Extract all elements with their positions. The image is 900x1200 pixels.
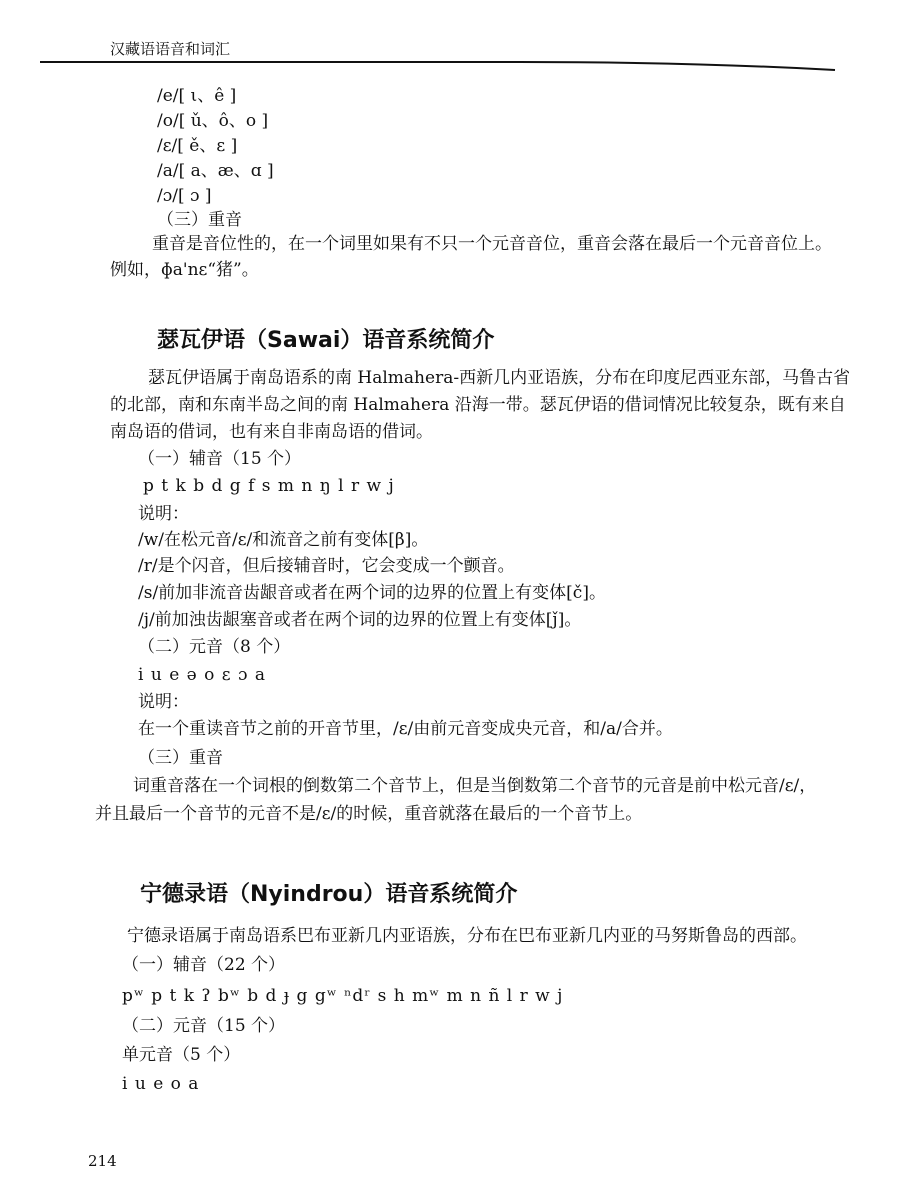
stress-example-line: 例如，ɸa'nε“猪”。 bbox=[110, 260, 259, 280]
paragraph-line: 瑟瓦伊语属于南岛语系的南 Halmahera-西新几内亚语族，分布在印度尼西亚东部，马鲁古省 bbox=[148, 368, 851, 388]
vowel-inventory: i u e o a bbox=[122, 1074, 200, 1094]
consonant-heading: （一）辅音（15 个） bbox=[138, 449, 302, 469]
note-line: /s/前加非流音齿龈音或者在两个词的边界的位置上有变体[č]。 bbox=[138, 583, 606, 603]
consonant-heading: （一）辅音（22 个） bbox=[122, 955, 286, 975]
section-title-nyindrou: 宁德录语（Nyindrou）语音系统简介 bbox=[140, 882, 518, 907]
note-line: /r/是个闪音，但后接辅音时，它会变成一个颤音。 bbox=[138, 556, 515, 576]
paragraph-line: 宁德录语属于南岛语系巴布亚新几内亚语族，分布在巴布亚新几内亚的马努斯鲁岛的西部。 bbox=[127, 926, 807, 946]
note-label: 说明： bbox=[138, 692, 189, 712]
stress-heading: （三）重音 bbox=[157, 210, 242, 230]
stress-paragraph-line: 词重音落在一个词根的倒数第二个音节上，但是当倒数第二个音节的元音是前中松元音/ε/， bbox=[133, 776, 817, 796]
vowel-heading: （二）元音（15 个） bbox=[122, 1016, 286, 1036]
note-line: /j/前加浊齿龈塞音或者在两个词的边界的位置上有变体[ǰ]。 bbox=[138, 610, 582, 630]
note-label: 说明： bbox=[138, 504, 189, 524]
vowel-line: /e/[ ι、ê ] bbox=[157, 86, 237, 106]
vowel-line: /a/[ a、æ、ɑ ] bbox=[157, 161, 274, 181]
page-number: 214 bbox=[88, 1152, 117, 1170]
paragraph-line: 南岛语的借词，也有来自非南岛语的借词。 bbox=[110, 422, 433, 442]
paragraph-line: 的北部，南和东南半岛之间的南 Halmahera 沿海一带。瑟瓦伊语的借词情况比较复杂，既有来自 bbox=[110, 395, 846, 415]
header-rule bbox=[0, 0, 900, 80]
vowel-heading: （二）元音（8 个） bbox=[138, 637, 291, 657]
stress-paragraph-line: 重音是音位性的，在一个词里如果有不只一个元音音位，重音会落在最后一个元音音位上。 bbox=[152, 234, 832, 254]
vowel-inventory: i u e ə o ε ɔ a bbox=[138, 665, 267, 685]
vowel-line: /o/[ ǔ、ô、o ] bbox=[157, 111, 269, 131]
running-header: 汉藏语语音和词汇 bbox=[110, 40, 231, 58]
section-title-sawai: 瑟瓦伊语（Sawai）语音系统简介 bbox=[157, 328, 495, 353]
stress-heading: （三）重音 bbox=[138, 748, 223, 768]
vowel-line: /ε/[ ě、ε ] bbox=[157, 136, 238, 156]
stress-paragraph-line: 并且最后一个音节的元音不是/ε/的时候，重音就落在最后的一个音节上。 bbox=[95, 804, 643, 824]
vowel-line: /ɔ/[ ɔ ] bbox=[157, 186, 212, 206]
note-line: 在一个重读音节之前的开音节里，/ε/由前元音变成央元音，和/a/合并。 bbox=[138, 719, 673, 739]
consonant-inventory: pʷ p t k ʔ bʷ b d ɟ g gʷ ⁿdʳ s h mʷ m n ñ l r w j bbox=[122, 986, 564, 1006]
monophthong-heading: 单元音（5 个） bbox=[122, 1045, 241, 1065]
note-line: /w/在松元音/ε/和流音之前有变体[β]。 bbox=[138, 530, 429, 550]
consonant-inventory: p t k b d g f s m n ŋ l r w j bbox=[143, 476, 395, 496]
